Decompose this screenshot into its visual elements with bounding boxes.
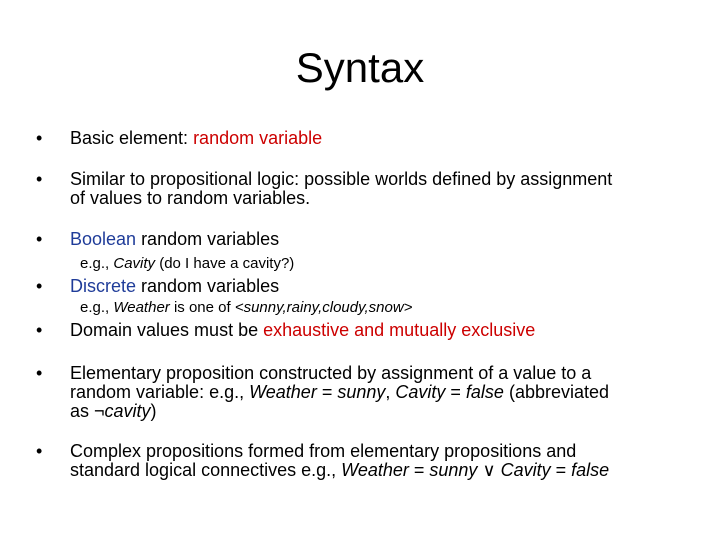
bullet-text: Complex propositions formed from elementary propositions and standard logical connectives e.g., Weather = sunny ∨ Cavity = false [70, 441, 610, 480]
bullet-text: Similar to propositional logic: possible worlds defined by assignment of values to random variables. [70, 169, 613, 208]
bullet-glyph: • [36, 169, 43, 189]
or-symbol: ∨ [477, 460, 501, 480]
bullet-glyph: • [36, 441, 43, 461]
sub-example-cavity: e.g., Cavity (do I have a cavity?) [80, 255, 295, 272]
bullet-text: Discrete random variables [70, 276, 280, 296]
bullet-text: Basic element: random variable [70, 128, 323, 148]
negation-symbol: ¬ [94, 401, 105, 421]
highlight-discrete: Discrete [70, 276, 137, 296]
highlight-exhaustive: exhaustive and mutually exclusive [263, 320, 536, 340]
bullet-glyph: • [36, 276, 43, 296]
bullet-text: Elementary proposition constructed by assignment of a value to a random variable: e.g., Weather = sunny, Cavity = false (abbreviated as ¬cavity) [70, 363, 610, 421]
bullet-text: Boolean random variables [70, 229, 280, 249]
bullet-glyph: • [36, 229, 43, 249]
bullet-glyph: • [36, 320, 43, 340]
sub-example-weather: e.g., Weather is one of <sunny,rainy,cloudy,snow> [80, 299, 413, 316]
bullet-text: Domain values must be exhaustive and mutually exclusive [70, 320, 536, 340]
bullet-glyph: • [36, 128, 43, 148]
slide-title: Syntax [295, 44, 425, 91]
highlight-random-variable: random variable [193, 128, 323, 148]
highlight-boolean: Boolean [70, 229, 137, 249]
bullet-glyph: • [36, 363, 43, 383]
